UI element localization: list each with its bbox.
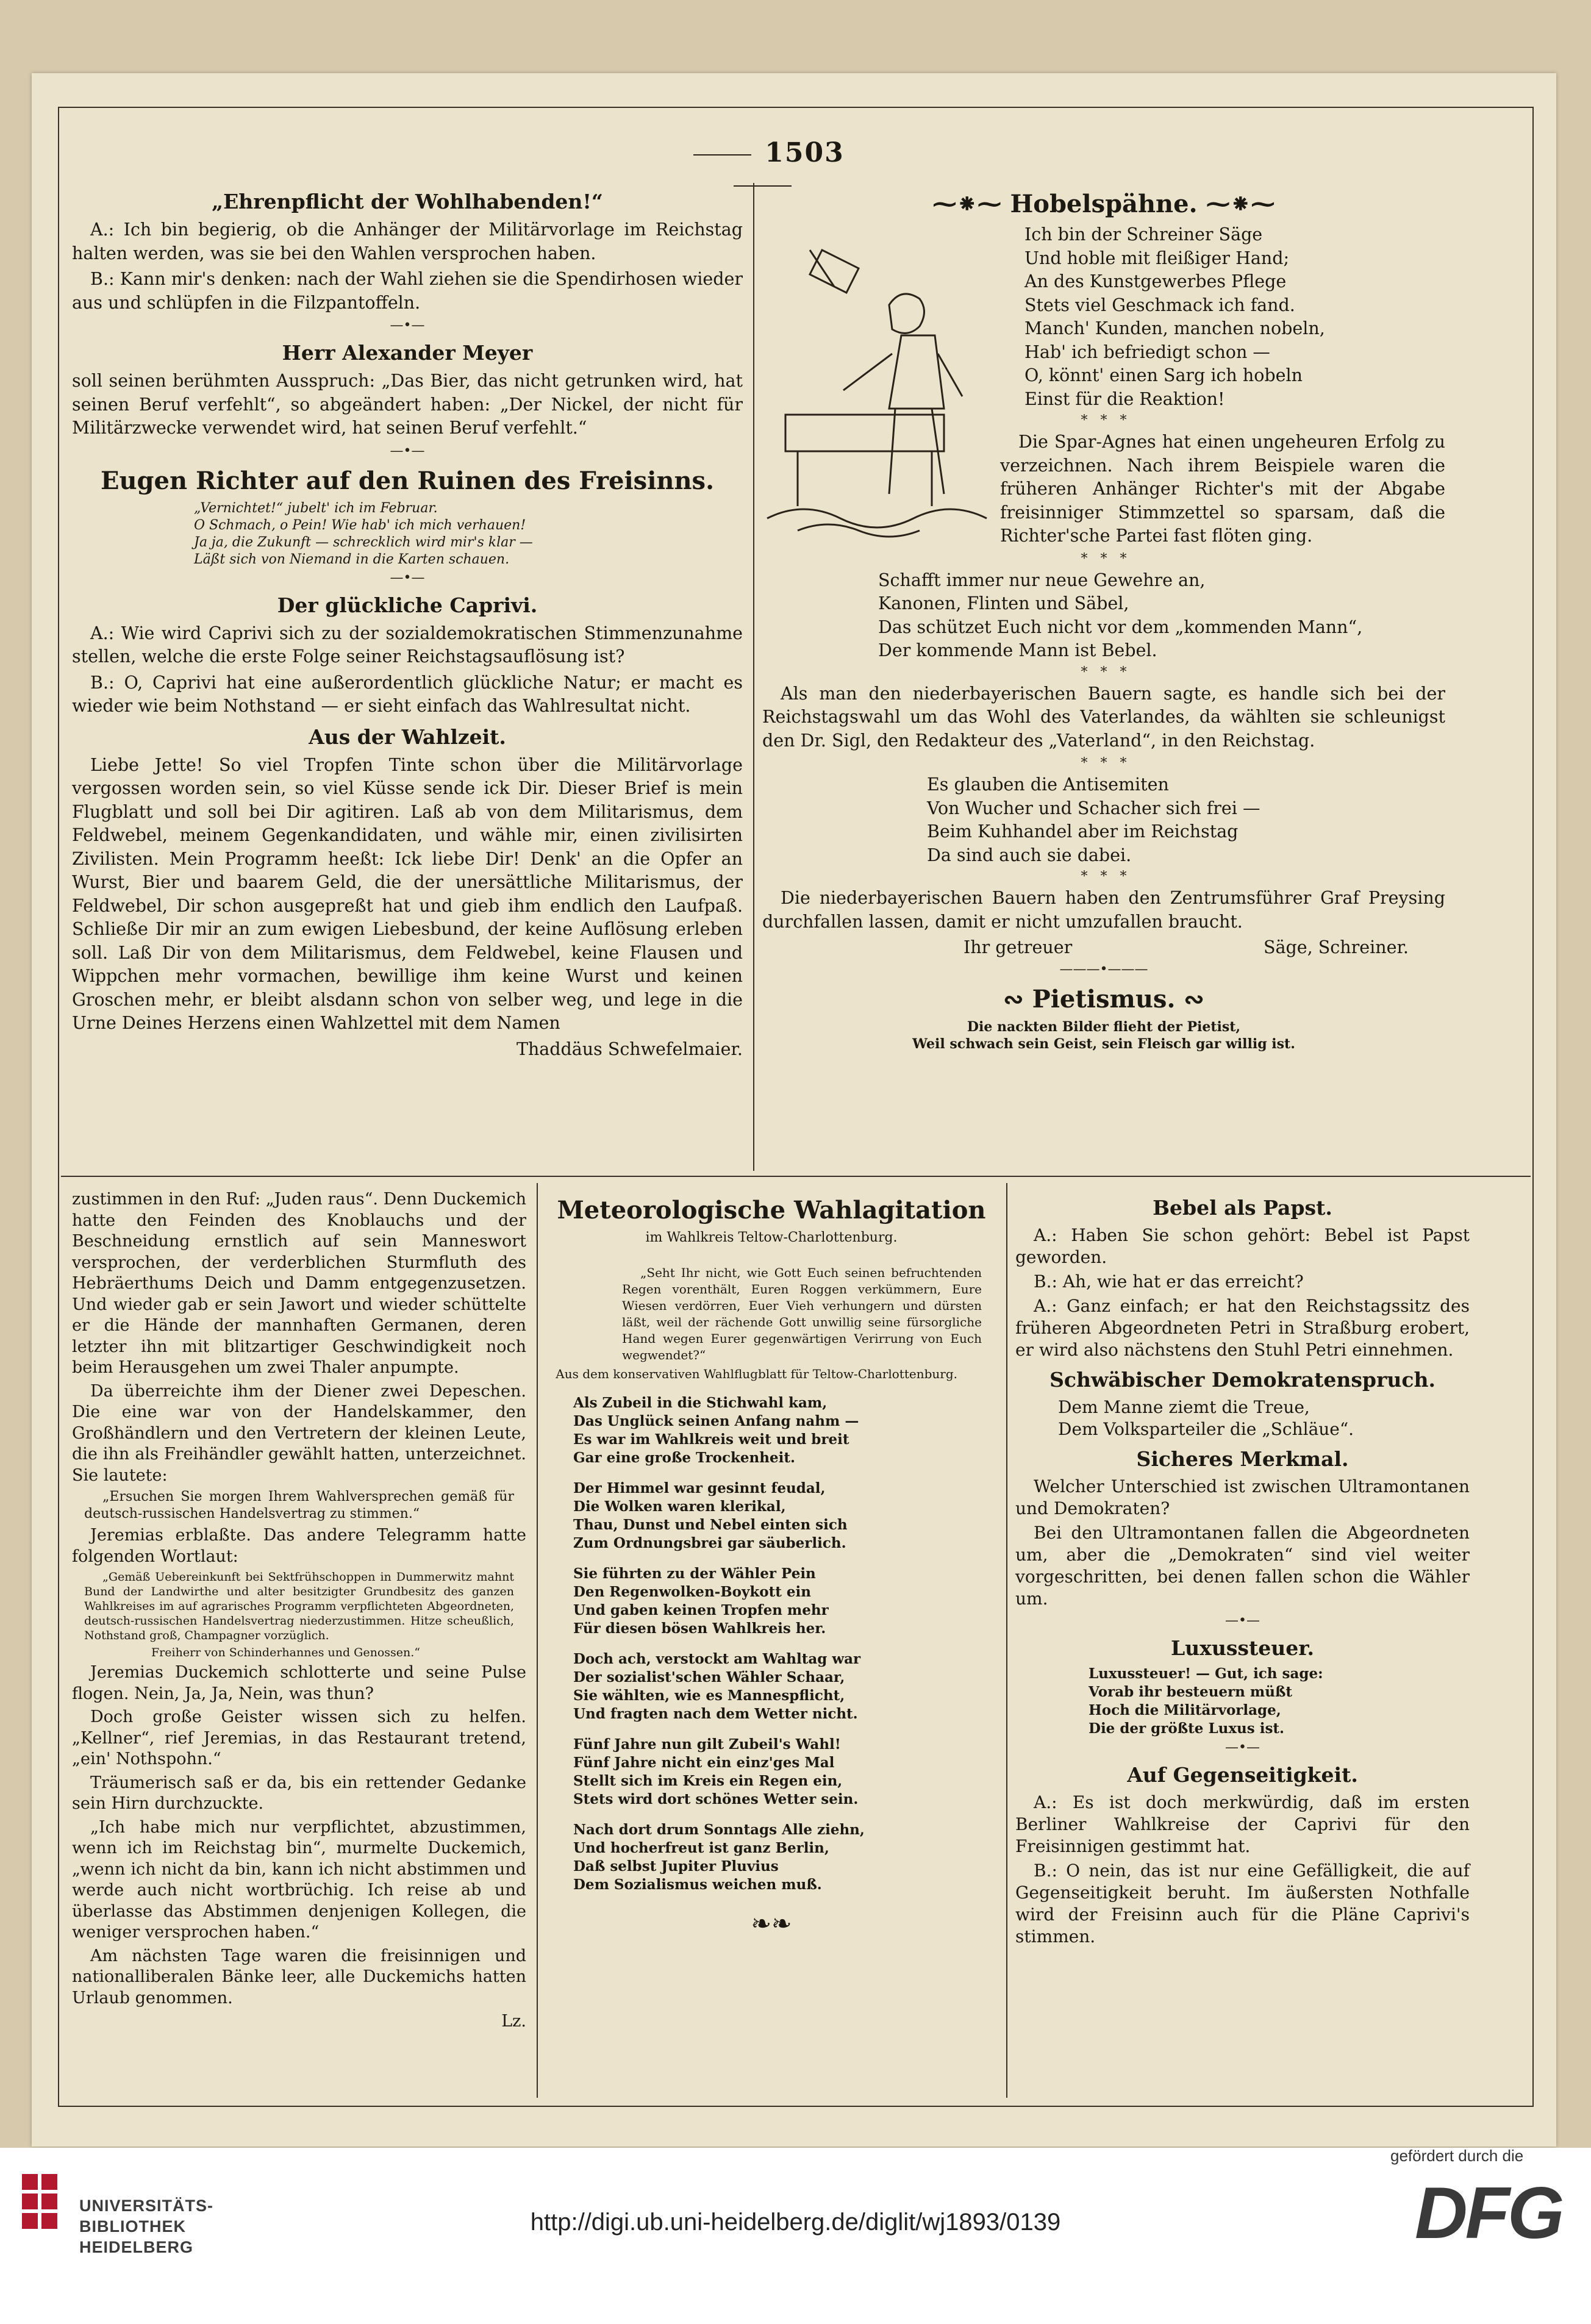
- paragraph: Liebe Jette! So viel Tropfen Tinte schon über die Militärvorlage vergossen worden sein, so viel Küsse sende ick Dir. Dieser Brief is mein Flugblatt und soll bei Dir agitiren. Laß ab von dem Militarismus, dem Feldwebel, meinem Gegenkandidaten, und wähle mir, einen zivilisirten Zivilisten. Mein Programm heeßt: Ick liebe Dir! Denk' an die Opfer an Wurst, Bier und baarem Geld, die der unersättliche Militarismus, der Feldwebel, Dir schon ausgepreßt hat und gieb ihm endlich den Laufpaß. Schließe Dir mir an zum ewigen Liebesbund, der keine Auflösung erleben soll. Laß Dir von dem Militarismus, dem Feldwebel, keine Flausen und Wippchen mehr vormachen, bewillige ihm keine Wurst und keinen Groschen mehr, er bleibt alsdann schon von selber weg, und lege in die Urne Deines Herzens einen Wahlzettel mit dem Namen: [72, 754, 743, 1033]
- paragraph: Jeremias Duckemich schlotterte und seine Pulse flogen. Nein, Ja, Ja, Nein, was thun?: [72, 1663, 526, 1703]
- paragraph: A.: Es ist doch merkwürdig, daß im ersten Berliner Wahlkreise der Caprivi für den Freisinnigen gestimmt hat.: [1015, 1792, 1470, 1856]
- separator: * * *: [1081, 869, 1127, 884]
- signature: Thaddäus Schwefelmaier.: [516, 1039, 743, 1059]
- paragraph: B.: O, Caprivi hat eine außerordentlich glückliche Natur; er macht es wieder wie beim Nothstand — er sieht einfach das Wahlresultat nicht.: [72, 672, 743, 716]
- ornament-icon: ∾: [1003, 984, 1032, 1014]
- separator: * * *: [1081, 756, 1127, 771]
- separator: —•—: [390, 570, 425, 585]
- funded-by-label: gefördert durch die: [1390, 2147, 1524, 2165]
- article-heading: Luxussteuer.: [1170, 1636, 1315, 1660]
- poem: Es glauben die Antisemiten Von Wucher und Schacher sich frei — Beim Kuhhandel aber im Reichstag Da sind auch sie dabei.: [927, 774, 1260, 865]
- paragraph: soll seinen berühmten Ausspruch: „Das Bier, das nicht getrunken wird, hat seinen Beruf verfehlt“, so abgeändert haben: „Der Nickel, der nicht für Militärzwecke verwendet wird, hat seinen Beruf verfehlt.“: [72, 371, 743, 438]
- paragraph: Als man den niederbayerischen Bauern sagte, es handle sich bei der Reichstagswahl um das Wohl des Vaterlandes, da wählten sie schleunigst den Dr. Sigl, den Redakteur des „Vaterland“, in den Reichstag.: [762, 683, 1445, 751]
- paragraph: B.: Kann mir's denken: nach der Wahl ziehen sie die Spendirhosen wieder aus und schlüpfen in die Filzpantoffeln.: [72, 269, 743, 313]
- article-heading: Aus der Wahlzeit.: [309, 724, 506, 749]
- article-heading: Auf Gegenseitigkeit.: [1127, 1763, 1358, 1787]
- page-number: 1503: [640, 137, 884, 199]
- separator: * * *: [1081, 413, 1127, 428]
- poem-stanza: Doch ach, verstockt am Wahltag war Der sozialist'schen Wähler Schaar, Sie wählten, wie es Mannespflicht, Und fragten nach dem Wetter nicht.: [573, 1651, 861, 1722]
- poem: Dem Manne ziemt die Treue, Dem Volksparteiler die „Schläue“.: [1058, 1397, 1354, 1439]
- paragraph: A.: Ganz einfach; er hat den Reichstagssitz des früheren Abgeordneten Petri in Straßburg erobert, er wird also nächstens den Stuhl Petri einnehmen.: [1015, 1296, 1470, 1360]
- bottom-left-column: [72, 1189, 526, 2033]
- paragraph: „Ich habe mich nur verpflichtet, abzustimmen, wenn ich im Reichstag bin“, murmelte Duckemich, „wenn ich nicht da bin, kann ich nicht abstimmen und werde auch nicht wortbrüchig. Ich reise ab und überlasse das Abstimmen denjenigen Kollegen, die weniger versprochen haben.“: [72, 1817, 526, 1942]
- article-heading: [762, 189, 1445, 220]
- dfg-logo: DFG: [1415, 2172, 1562, 2254]
- separator: —•—: [390, 318, 425, 333]
- separator: —•—: [1225, 1613, 1260, 1628]
- paragraph: Jeremias erblaßte. Das andere Telegramm hatte folgenden Wortlaut:: [72, 1526, 526, 1566]
- bottom-middle-column: [549, 1189, 994, 1936]
- paragraph: Bei den Ultramontanen fallen die Abgeordneten um, aber die „Demokraten“ sind viel weiter vorgeschritten, bei denen fallen schon die Wähler um.: [1015, 1523, 1470, 1609]
- article-heading: Schwäbischer Demokratenspruch.: [1049, 1368, 1435, 1392]
- quote-signature: Freiherr von Schinderhannes und Genossen.“: [151, 1646, 420, 1659]
- paragraph: Da überreichte ihm der Diener zwei Depeschen. Die eine war von der Handelskammer, den Großhändlern und den Vertretern der kleinen Leute, die ihn als Freihändler gewählt hatten, unterzeichnet. Sie lautete:: [72, 1381, 526, 1485]
- ornament-icon: ❧❧: [751, 1910, 792, 1938]
- poem: Ich bin der Schreiner Säge Und hoble mit fleißiger Hand; An des Kunstgewerbes Pflege Stets viel Geschmack ich fand. Manch' Kunden, manchen nobeln, Hab' ich befriedigt schon — O, könnt' einen Sarg ich hobeln Einst für die Reaktion!: [1024, 224, 1325, 409]
- separator: * * *: [1081, 664, 1127, 680]
- paragraph: Doch große Geister wissen sich zu helfen. „Kellner“, rief Jeremias, in das Restaurant tretend, „ein' Nothspohn.“: [72, 1707, 526, 1768]
- poem-stanza: Sie führten zu der Wähler Pein Den Regenwolken-Boykott ein Und gaben keinen Tropfen mehr Für diesen bösen Wahlkreis her.: [573, 1565, 829, 1637]
- paragraph: zustimmen in den Ruf: „Juden raus“. Denn Duckemich hatte den Feinden des Knoblauchs und der Beschneidung ernstlich auf sein Manneswort versprochen, der verderblichen Sturmfluth des Hebräerthums Deich und Damm entgegenzusetzen. Und wieder gab er sein Jawort und wieder schüttelte er die Hände der mannhaften Germanen, deren letzter ihn mit blitzartiger Geschwindigkeit noch beim Herausgehen um zwei Thaler anpumpte.: [72, 1190, 526, 1377]
- signature-row: [762, 936, 1445, 960]
- paragraph: Welcher Unterschied ist zwischen Ultramontanen und Demokraten?: [1015, 1476, 1470, 1518]
- quote: „Ersuchen Sie morgen Ihrem Wahlversprechen gemäß für deutsch-russischen Handelsvertrag zu stimmen.“: [84, 1489, 514, 1521]
- poem-stanza: Fünf Jahre nun gilt Zubeil's Wahl! Fünf Jahre nicht ein einz'ges Mal Stellt sich im Kreis ein Regen ein, Stets wird dort schönes Wetter sein.: [573, 1736, 859, 1807]
- ornament-icon: ⁓⁕⁓: [1197, 190, 1275, 218]
- article-heading: „Ehrenpflicht der Wohlhabenden!“: [212, 190, 603, 213]
- poem-stanza: Als Zubeil in die Stichwahl kam, Das Unglück seinen Anfang nahm — Es war im Wahlkreis weit und breit Gar eine große Trockenheit.: [573, 1395, 859, 1466]
- quote-source: Aus dem konservativen Wahlflugblatt für Teltow-Charlottenburg.: [556, 1367, 957, 1381]
- article-heading: Der glückliche Caprivi.: [277, 593, 538, 617]
- paragraph: B.: Ah, wie hat er das erreicht?: [1034, 1271, 1304, 1292]
- paragraph: A.: Wie wird Caprivi sich zu der sozialdemokratischen Stimmenzunahme stellen, welche die erste Folge seiner Reichstagsauflösung ist?: [72, 623, 743, 667]
- bottom-right-column: [1015, 1189, 1470, 1950]
- article-heading: Herr Alexander Meyer: [282, 341, 533, 365]
- poem-stanza: Der Himmel war gesinnt feudal, Die Wolken waren klerikal, Thau, Dunst und Nebel einten sich Zum Ordnungsbrei gar säuberlich.: [573, 1480, 848, 1551]
- article-heading: Eugen Richter auf den Ruinen des Freisinns.: [100, 466, 714, 495]
- verse: Die nackten Bilder flieht der Pietist, Weil schwach sein Geist, sein Fleisch gar willig ist.: [912, 1018, 1295, 1052]
- library-name-line: HEIDELBERG: [79, 2238, 194, 2256]
- poem-stanza: Nach dort drum Sonntags Alle ziehn, Und hocherfreut ist ganz Berlin, Daß selbst Jupiter Pluvius Dem Sozialismus weichen muß.: [573, 1822, 865, 1893]
- separator: * * *: [1081, 551, 1127, 567]
- separator: ———•———: [1059, 961, 1148, 977]
- separator: —•—: [390, 443, 425, 459]
- library-name-line: UNIVERSITÄTS-: [79, 2197, 214, 2215]
- paragraph: B.: O nein, das ist nur eine Gefälligkeit, die auf Gegenseitigkeit beruht. Im äußersten Nothfalle wird der Freisinn auch für die Pläne Caprivi's stimmen.: [1015, 1861, 1470, 1947]
- ornament-icon: ∾: [1175, 984, 1204, 1014]
- article-heading: Sicheres Merkmal.: [1136, 1447, 1349, 1471]
- separator: —•—: [1225, 1740, 1260, 1755]
- heading-text: Hobelspähne.: [1010, 190, 1198, 218]
- article-heading: Meteorologische Wahlagitation: [557, 1196, 986, 1225]
- paragraph: A.: Ich bin begierig, ob die Anhänger der Militärvorlage im Reichstag halten werden, was sie bei den Wahlen versprochen haben.: [72, 220, 743, 263]
- library-name-line: BIBLIOTHEK: [79, 2217, 186, 2236]
- ornament-icon: ⁓⁕⁓: [932, 190, 1010, 218]
- paragraph: A.: Haben Sie schon gehört: Bebel ist Papst geworden.: [1015, 1225, 1470, 1267]
- subheading: im Wahlkreis Teltow-Charlottenburg.: [645, 1230, 898, 1245]
- source-url-link[interactable]: http://digi.ub.uni-heidelberg.de/diglit/wj1893/0139: [530, 2209, 1061, 2236]
- column-rule: [1006, 1183, 1007, 2098]
- column-rule: [753, 183, 754, 1171]
- poem: „Vernichtet!“ jubelt' ich im Februar. O Schmach, o Pein! Wie hab' ich mich verhauen! Ja ja, die Zukunft — schrecklich wird mir's klar — Läßt sich von Niemand in die Karten schauen.: [194, 500, 533, 567]
- article-heading: [762, 984, 1445, 1015]
- quote: „Gemäß Uebereinkunft bei Sektfrühschoppen in Dummerwitz mahnt Bund der Landwirthe und alter besitzigter Grundbesitz des ganzen Wahlkreises im auf agrarisches Programm verpflichteten Abgeordneten, deutsch-russischen Handelsvertrag niederzustimmen. Hitze scheußlich, Nothstand groß, Champagner vorzüglich.: [84, 1570, 514, 1642]
- signature: Lz.: [501, 2012, 526, 2031]
- paragraph: Am nächsten Tage waren die freisinnigen und nationalliberalen Bänke leer, alle Duckemichs hatten Urlaub genommen.: [72, 1946, 526, 2008]
- paragraph: Träumerisch saß er da, bis ein rettender Gedanke sein Hirn durchzuckte.: [72, 1773, 526, 1813]
- left-top-column: [72, 183, 743, 1061]
- signature: Ihr getreuer: [964, 937, 1073, 957]
- quote: „Seht Ihr nicht, wie Gott Euch seinen befruchtenden Regen vorenthält, Euren Roggen verkümmern, Eure Wiesen verdörren, Euer Vieh verhungern und dürsten läßt, weil der rächende Gott unwillig seine fürsorgliche Hand wegen Eurer gegenwärtigen Verirrung von Euch wegwendet?“: [622, 1265, 982, 1362]
- article-heading: Bebel als Papst.: [1153, 1196, 1332, 1220]
- paragraph: Die niederbayerischen Bauern haben den Zentrumsführer Graf Preysing durchfallen lassen, damit er nicht umzufallen braucht.: [762, 888, 1445, 932]
- heading-text: Pietismus.: [1032, 984, 1176, 1014]
- right-top-column: [762, 183, 1445, 1053]
- poem: Luxussteuer! — Gut, ich sage: Vorab ihr besteuern müßt Hoch die Militärvorlage, Die der größte Luxus ist.: [1089, 1665, 1323, 1737]
- signature: Säge, Schreiner.: [1264, 937, 1409, 957]
- paragraph: Die Spar-Agnes hat einen ungeheuren Erfolg zu verzeichnen. Nach ihrem Beispiele waren die früheren Anhänger Richter's mit der Abgabe freisinniger Stimmzettel so sparsam, daß die Richter'sche Partei fast flöten ging.: [1000, 432, 1445, 546]
- section-rule: [61, 1176, 1531, 1177]
- poem: Schafft immer nur neue Gewehre an, Kanonen, Flinten und Säbel, Das schützet Euch nicht vor dem „kommenden Mann“, Der kommende Mann ist Bebel.: [878, 570, 1363, 660]
- column-rule: [537, 1183, 538, 2098]
